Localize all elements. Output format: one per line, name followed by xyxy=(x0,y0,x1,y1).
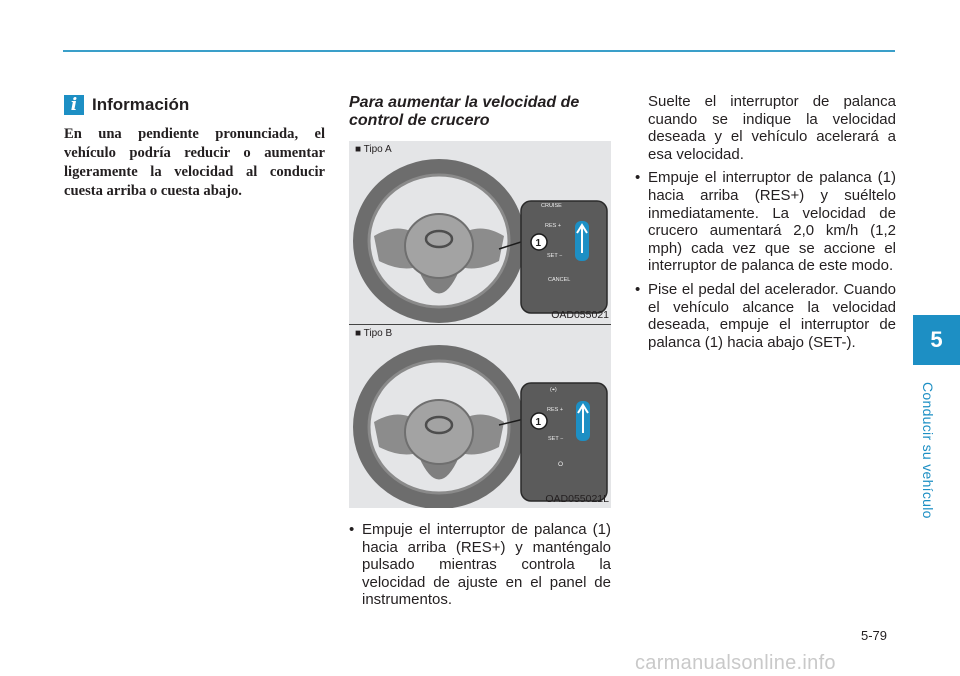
zoom-btn-cruise: CRUISE xyxy=(541,203,562,209)
chapter-tab: 5 xyxy=(913,315,960,365)
watermark: carmanualsonline.info xyxy=(635,652,836,674)
zoom-btn-set: SET − xyxy=(547,253,563,259)
figure-type-b xyxy=(349,325,611,508)
svg-text:1: 1 xyxy=(535,238,542,249)
zoom-btn-res: RES + xyxy=(545,223,562,229)
page-number: 5-79 xyxy=(861,628,888,643)
info-title: Información xyxy=(92,95,190,114)
bullet-glyph: • xyxy=(349,521,355,538)
info-header xyxy=(64,95,189,115)
list-item: • Empuje el interruptor de palanca (1) hacia arriba (RES+) y manténgalo pulsado mientras controla la velocidad de ajuste en el panel de instrumentos. xyxy=(349,521,611,609)
svg-text:1: 1 xyxy=(535,417,542,428)
figure-label-b: ■ Tipo B xyxy=(355,328,393,339)
bullet-glyph: • xyxy=(635,169,641,187)
section-heading: Para aumentar la velocidad de control de crucero xyxy=(349,94,580,129)
figure-label-a: ■ Tipo A xyxy=(355,144,392,155)
figure-type-a xyxy=(349,141,611,324)
zoom-btn-cruise-icon: (⌖) xyxy=(550,387,557,393)
zoom-btn-cancel: CANCEL xyxy=(548,277,571,283)
steering-wheel-illustration-a xyxy=(349,141,611,324)
list-item: • Pise el pedal del acelerador. Cuando el vehículo alcance la velocidad deseada, empuje el interruptor de palanca (1) hacia abajo (SET-). xyxy=(635,280,896,351)
info-text: En una pendiente pronunciada, el vehículo podría reducir o aumentar ligeramente la velocidad al conducir cuesta arriba o cuesta abajo. xyxy=(64,126,325,199)
list-item: • Empuje el interruptor de palanca (1) hacia arriba (RES+) y suéltelo inmediatamente. La velocidad de crucero aumentará 2,0 km/h (1,2 mph) cada vez que se accione el interruptor de palanca de este modo. xyxy=(635,169,896,275)
zoom-btn-cancel-icon: O xyxy=(558,461,564,468)
header-rule xyxy=(63,50,895,52)
steering-wheel-illustration-b xyxy=(349,325,611,508)
info-icon: i xyxy=(64,95,84,115)
right-column xyxy=(635,93,896,357)
bullet-glyph: • xyxy=(635,280,641,298)
zoom-btn-res: RES + xyxy=(547,407,564,413)
figure-code-b: OAD055021L xyxy=(545,493,609,505)
switch-panel-zoom xyxy=(521,383,607,501)
middle-bullet-list xyxy=(349,521,611,609)
continuation-text: Suelte el interruptor de palanca cuando se indique la velocidad deseada y el vehículo acelerará a esa velocidad. xyxy=(648,93,896,163)
switch-panel-zoom xyxy=(521,201,607,313)
figure-code-a: OAD055021 xyxy=(551,309,609,321)
zoom-btn-set: SET − xyxy=(548,436,564,442)
